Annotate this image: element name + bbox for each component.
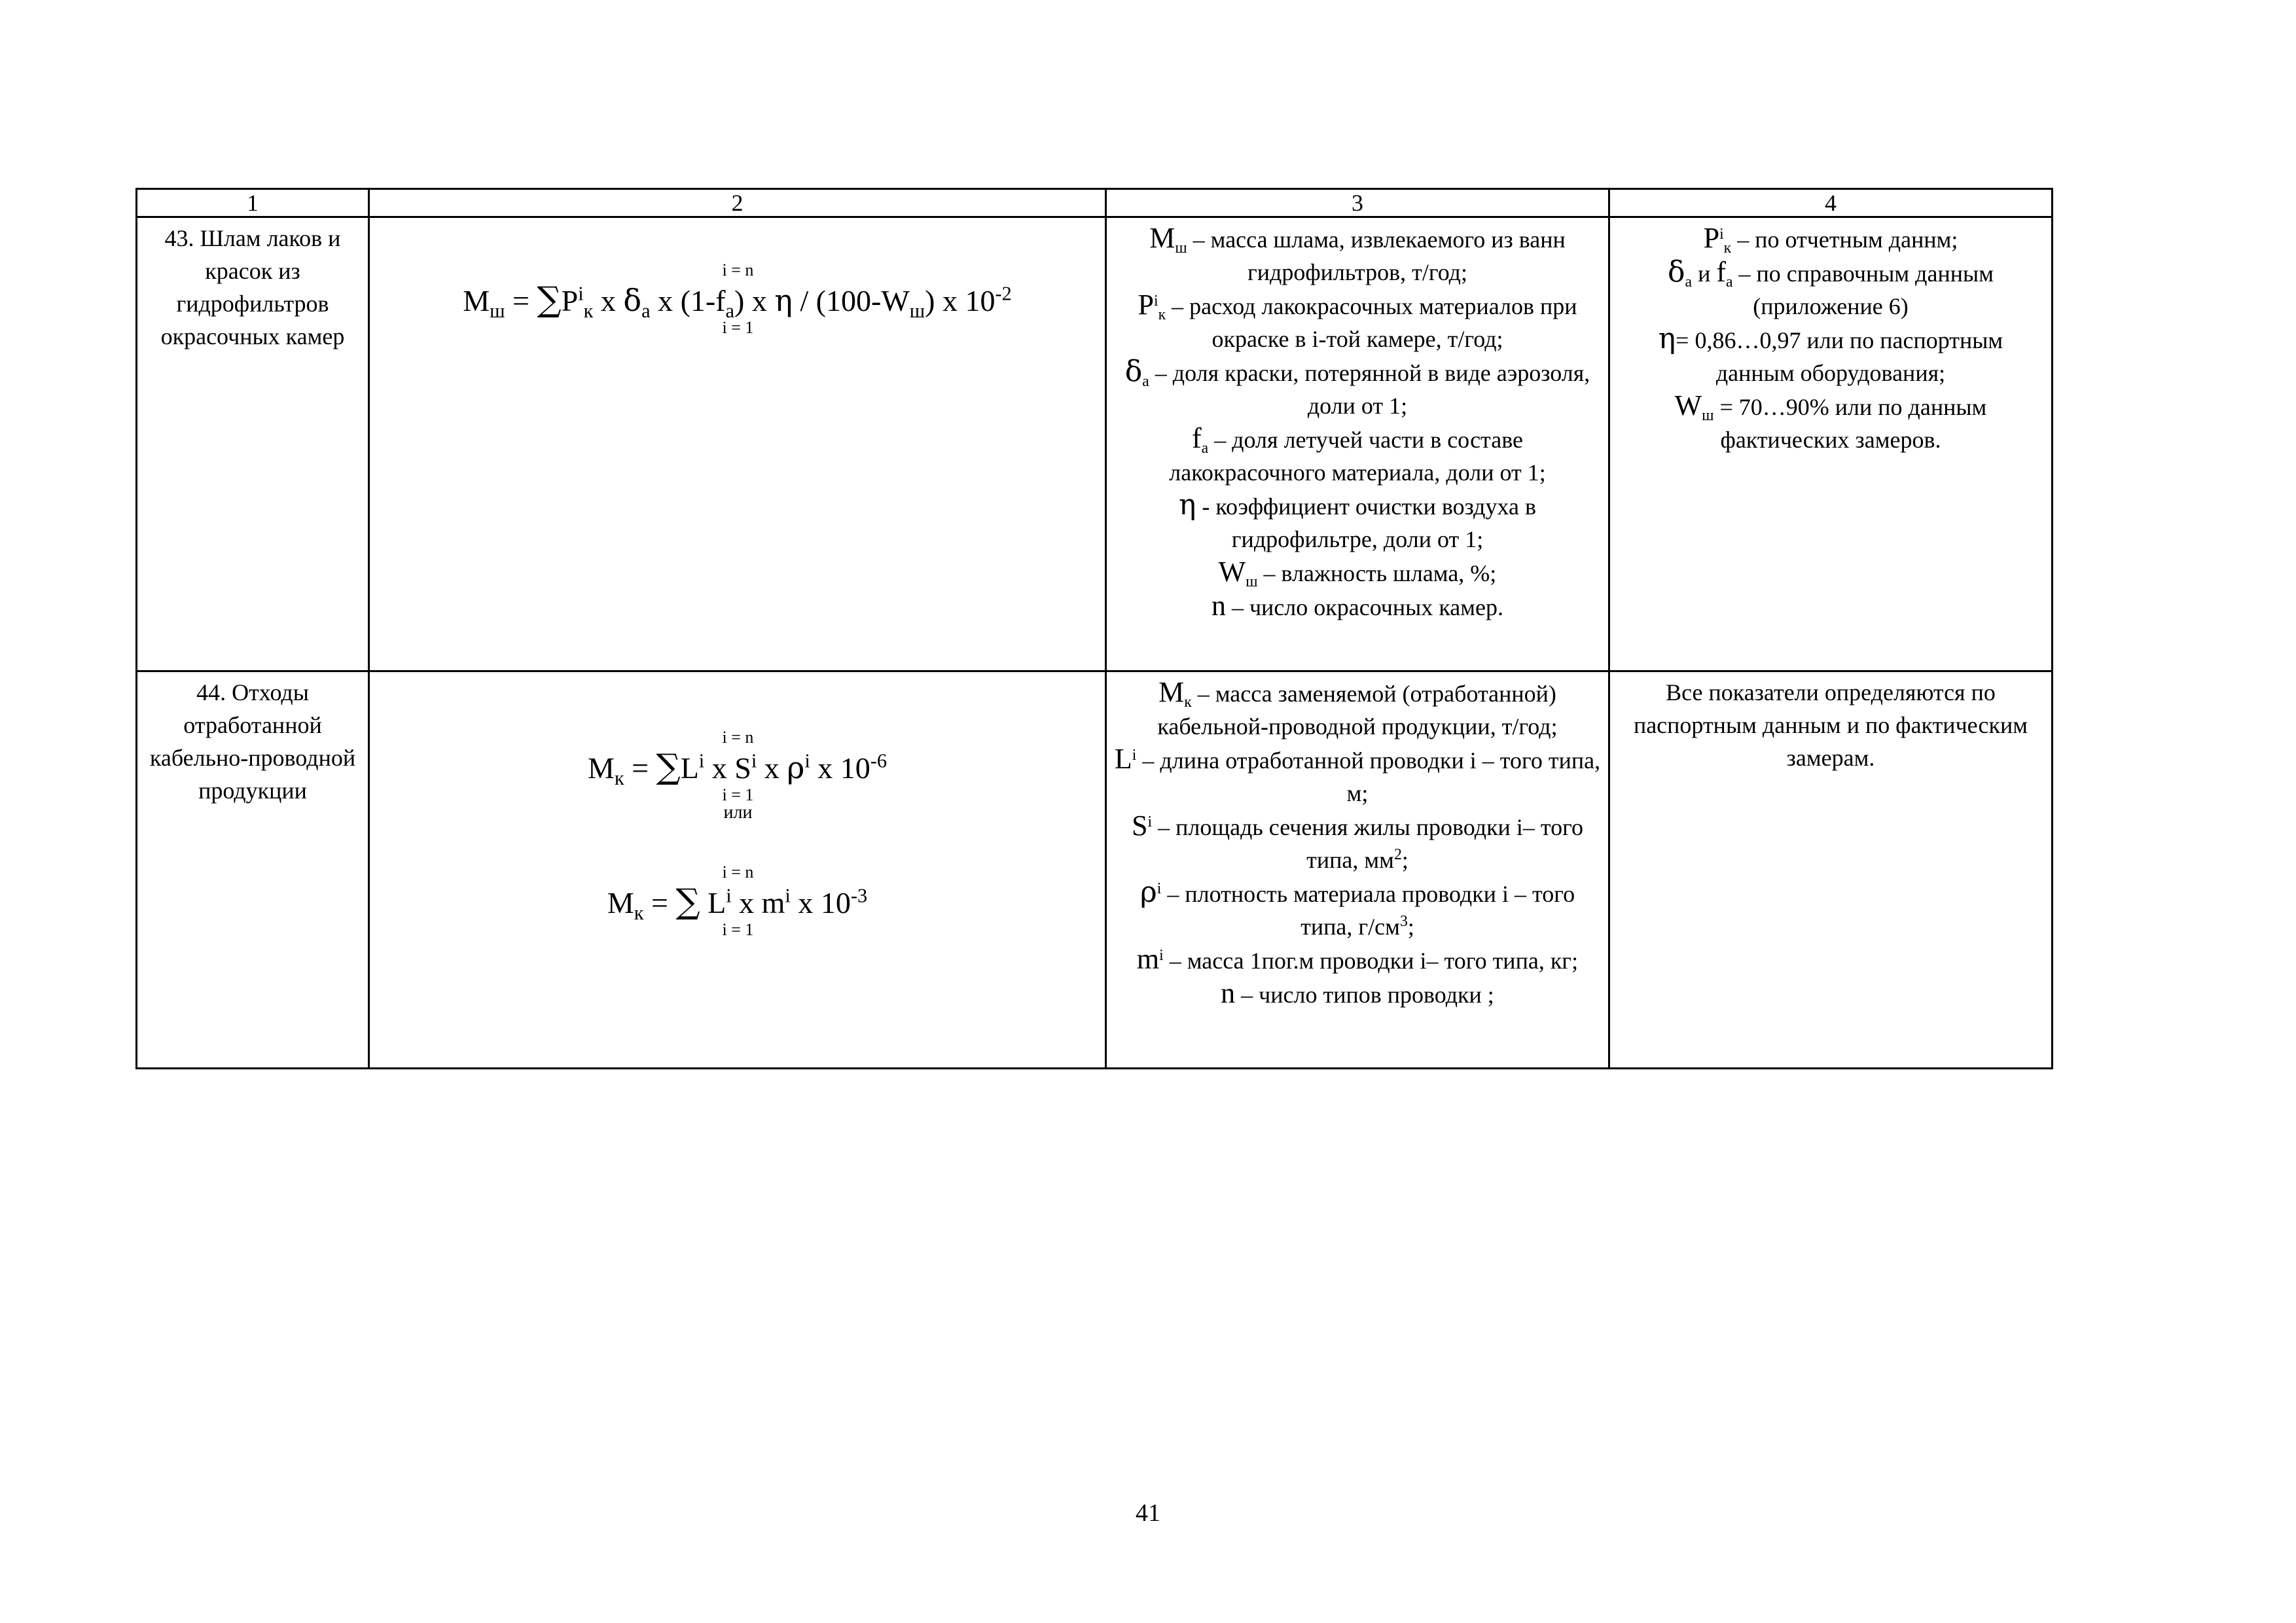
sum-upper-limit: i = n bbox=[722, 863, 754, 882]
sum-upper-limit: i = n bbox=[722, 728, 754, 747]
desc-line: $L^i$ – длина отработанной проводки i – того типа, м; bbox=[1114, 743, 1601, 806]
header-cell-4: 4 bbox=[1609, 189, 2053, 217]
formula-expression: $М_к$ = ∑ $L^i$ х $m^i$ х $10^{-3}$ bbox=[607, 882, 868, 925]
waste-name-cell: 43. Шлам лаков и красок из гидрофильтров окрасочных камер bbox=[137, 217, 369, 671]
source-cell: Все показатели определяются по паспортным данным и по фактическим замерам. bbox=[1609, 671, 2053, 1069]
formula-expression: $М_к = \sum L^i$ х $S^i$ х $\rho^i$ х $10^{-6}$ bbox=[587, 747, 888, 790]
description-cell bbox=[1106, 671, 1609, 1069]
table-row bbox=[137, 217, 2053, 671]
source-cell bbox=[1609, 217, 2053, 671]
source-line: $P^i_к$ – по отчетным даннм; bbox=[1703, 222, 1958, 257]
desc-line: $P^i_к$ – расход лакокрасочных материалов при окраске в i-той камере, т/год; bbox=[1138, 289, 1577, 352]
source-line: η= 0,86…0,97 или по паспортным данным оборудования; bbox=[1658, 322, 2003, 386]
desc-line: $М_ш$ – масса шлама, извлекаемого из ванн гидрофильтров, т/год; bbox=[1149, 222, 1566, 285]
sum-lower-limit: i = 1 bbox=[722, 920, 754, 939]
desc-line: η - коэффициент очистки воздуха в гидрофильтре, доли от 1; bbox=[1179, 488, 1536, 552]
formula-expression: $М_ш = \sum P^i_к$ х $\delta_а$ х $(1-f_а)$ х η / $(100-W_ш)$ х $10^{-2}$ bbox=[463, 280, 1012, 323]
desc-line: n – число окрасочных камер. bbox=[1211, 590, 1504, 622]
or-separator: или bbox=[723, 802, 753, 823]
desc-line: $М_к$ – масса заменяемой (отработанной) кабельной-проводной продукции, т/год; bbox=[1157, 676, 1558, 740]
sum-upper-limit: i = n bbox=[722, 260, 754, 279]
desc-line: $m^i$ – масса 1пог.м проводки i– того типа, кг; bbox=[1136, 943, 1579, 975]
header-cell-2: 2 bbox=[369, 189, 1106, 217]
sum-lower-limit: i = 1 bbox=[722, 318, 754, 337]
header-cell-1: 1 bbox=[137, 189, 369, 217]
desc-line: $W_ш$ – влажность шлама, %; bbox=[1218, 556, 1497, 591]
desc-line: $f_а$ – доля летучей части в составе лакокрасочного материала, доли от 1; bbox=[1169, 422, 1546, 486]
waste-name-cell: 44. Отходы отработанной кабельно-проводной продукции bbox=[137, 671, 369, 1069]
source-line: $W_ш$ = 70…90% или по данным фактических замеров. bbox=[1674, 389, 1987, 453]
formula-43 bbox=[376, 222, 1098, 668]
desc-line: $S^i$ – площадь сечения жилы проводки i– того типа, $мм^2$; bbox=[1132, 810, 1583, 873]
description-cell bbox=[1106, 217, 1609, 671]
desc-line: $\rho^i$ – плотность материала проводки i – того типа, $г/см^3$; bbox=[1139, 876, 1575, 940]
desc-line: n – число типов проводки ; bbox=[1221, 977, 1494, 1009]
table-header-row bbox=[137, 189, 2053, 217]
header-cell-3: 3 bbox=[1106, 189, 1609, 217]
source-line: $\delta_а$ и $f_а$ – по справочным данным (приложение 6) bbox=[1668, 255, 1994, 319]
formula-cell bbox=[369, 671, 1106, 1069]
formula-44 bbox=[376, 676, 1098, 1065]
desc-line: $\delta_а$ – доля краски, потерянной в виде аэрозоля, доли от 1; bbox=[1124, 355, 1590, 419]
sum-lower-limit: i = 1 bbox=[722, 785, 754, 804]
data-table bbox=[135, 188, 2053, 1069]
table-row bbox=[137, 671, 2053, 1069]
page-number: 41 bbox=[1136, 1499, 1160, 1527]
formula-cell bbox=[369, 217, 1106, 671]
